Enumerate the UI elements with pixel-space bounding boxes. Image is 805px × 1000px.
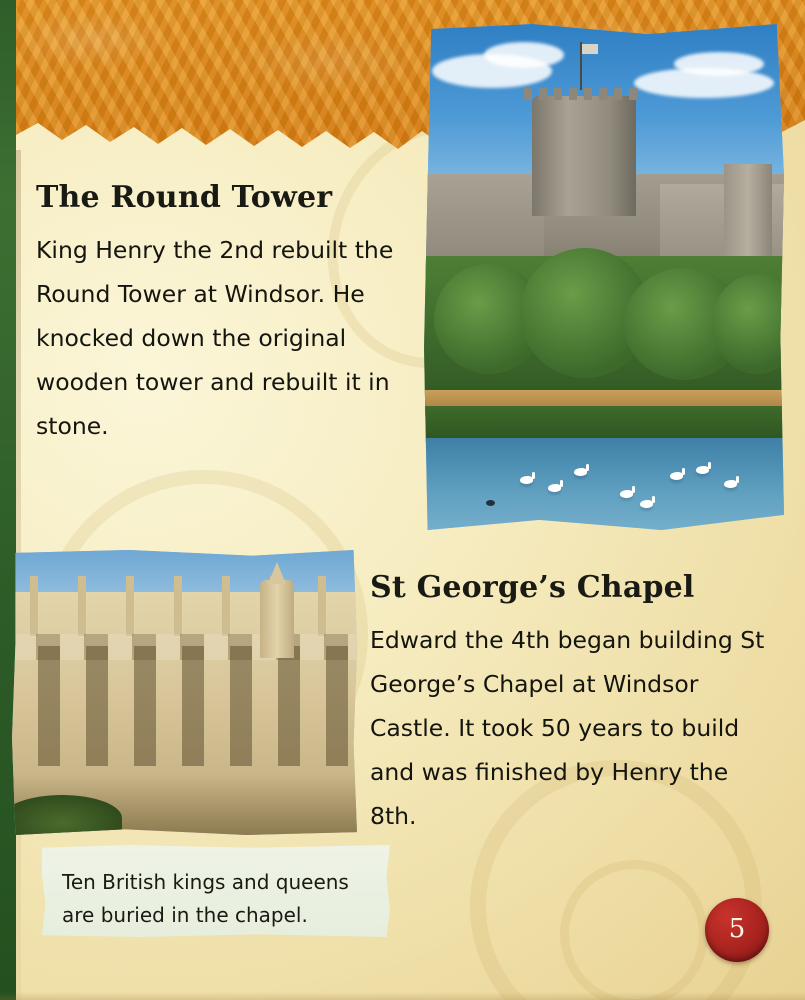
swan — [640, 500, 653, 508]
swan — [696, 466, 709, 474]
section-heading-round-tower: The Round Tower — [36, 180, 333, 215]
section-body-round-tower: King Henry the 2nd rebuilt the Round Tower at Windsor. He knocked down the original wooden tower and rebuilt it in stone. — [36, 236, 394, 440]
chapel-windows — [12, 646, 357, 766]
flag-icon — [582, 44, 598, 54]
section-body-chapel: Edward the 4th began building St George’s Chapel at Windsor Castle. It took 50 years to build and was finished by Henry the 8th. — [370, 626, 765, 830]
decorative-swirl-icon — [560, 860, 708, 1000]
fact-box-text: Ten British kings and queens are buried in the chapel. — [62, 870, 349, 927]
cloud — [484, 42, 564, 68]
cloud — [674, 52, 764, 76]
swan — [670, 472, 683, 480]
st-georges-chapel-photo — [12, 550, 357, 835]
swan — [724, 480, 737, 488]
swan — [548, 484, 561, 492]
round-tower-structure — [532, 96, 636, 216]
chapel-pinnacles — [12, 576, 357, 636]
page-left-edge — [0, 0, 16, 1000]
section-heading-chapel: St George’s Chapel — [370, 570, 695, 605]
page-bottom-edge — [0, 992, 805, 1000]
chapel-turret — [260, 580, 294, 658]
swan — [620, 490, 633, 498]
swan — [574, 468, 587, 476]
tower-battlements — [524, 88, 644, 100]
river-bank — [424, 406, 784, 442]
round-tower-photo — [424, 24, 784, 530]
river-water — [424, 438, 784, 530]
page-number-seal — [705, 898, 769, 962]
page-number: 5 — [728, 914, 746, 944]
swan — [520, 476, 533, 484]
duck — [486, 500, 495, 506]
